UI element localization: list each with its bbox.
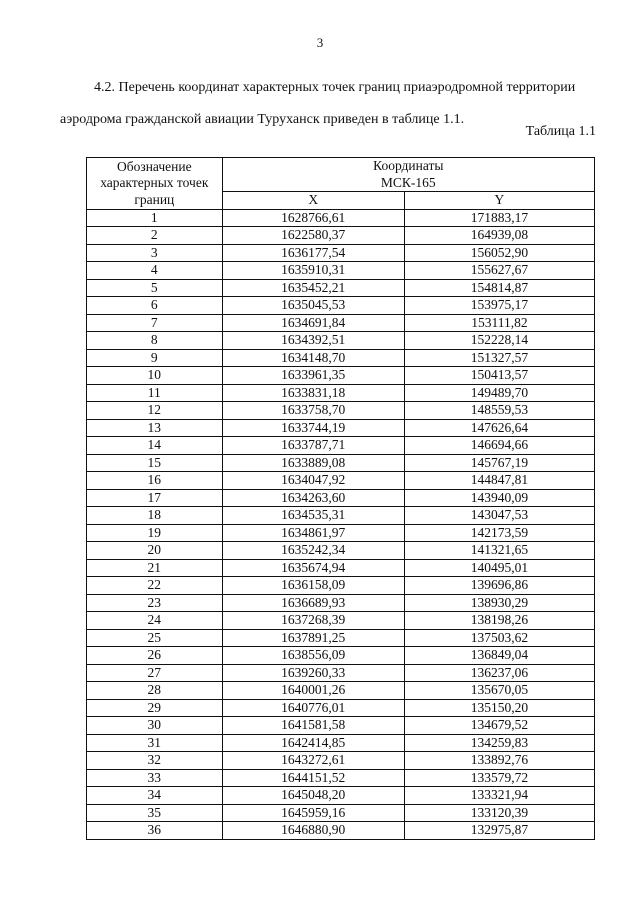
y-coordinate-cell: 143047,53 bbox=[404, 507, 594, 525]
header-x: X bbox=[222, 192, 404, 210]
table-row bbox=[87, 262, 595, 280]
intro-paragraph bbox=[60, 72, 598, 136]
table-row bbox=[87, 454, 595, 472]
point-number-cell: 27 bbox=[87, 664, 223, 682]
x-coordinate-cell: 1645959,16 bbox=[222, 804, 404, 822]
y-coordinate-cell: 154814,87 bbox=[404, 279, 594, 297]
intro-line-1: 4.2. Перечень координат характерных точек границ приаэродромной территории bbox=[94, 80, 576, 95]
x-coordinate-cell: 1635674,94 bbox=[222, 559, 404, 577]
x-coordinate-cell: 1643272,61 bbox=[222, 752, 404, 770]
point-number-cell: 16 bbox=[87, 472, 223, 490]
point-number-cell: 30 bbox=[87, 717, 223, 735]
y-coordinate-cell: 143940,09 bbox=[404, 489, 594, 507]
point-number-cell: 8 bbox=[87, 332, 223, 350]
y-coordinate-cell: 141321,65 bbox=[404, 542, 594, 560]
table-row bbox=[87, 279, 595, 297]
header-coordinates-title: Координаты bbox=[373, 158, 444, 173]
y-coordinate-cell: 171883,17 bbox=[404, 209, 594, 227]
y-coordinate-cell: 137503,62 bbox=[404, 629, 594, 647]
point-number-cell: 26 bbox=[87, 647, 223, 665]
y-coordinate-cell: 133892,76 bbox=[404, 752, 594, 770]
x-coordinate-cell: 1634691,84 bbox=[222, 314, 404, 332]
point-number-cell: 35 bbox=[87, 804, 223, 822]
table-row bbox=[87, 629, 595, 647]
table-row bbox=[87, 332, 595, 350]
table-row bbox=[87, 489, 595, 507]
table-row bbox=[87, 752, 595, 770]
point-number-cell: 36 bbox=[87, 822, 223, 840]
x-coordinate-cell: 1635452,21 bbox=[222, 279, 404, 297]
x-coordinate-cell: 1637891,25 bbox=[222, 629, 404, 647]
y-coordinate-cell: 145767,19 bbox=[404, 454, 594, 472]
y-coordinate-cell: 140495,01 bbox=[404, 559, 594, 577]
table-row bbox=[87, 787, 595, 805]
x-coordinate-cell: 1633889,08 bbox=[222, 454, 404, 472]
x-coordinate-cell: 1641581,58 bbox=[222, 717, 404, 735]
x-coordinate-cell: 1640776,01 bbox=[222, 699, 404, 717]
table-row bbox=[87, 349, 595, 367]
table-row bbox=[87, 822, 595, 840]
page-number: 3 bbox=[316, 35, 324, 50]
point-number-cell: 10 bbox=[87, 367, 223, 385]
y-coordinate-cell: 153111,82 bbox=[404, 314, 594, 332]
x-coordinate-cell: 1638556,09 bbox=[222, 647, 404, 665]
x-coordinate-cell: 1642414,85 bbox=[222, 734, 404, 752]
x-coordinate-cell: 1639260,33 bbox=[222, 664, 404, 682]
table-row bbox=[87, 682, 595, 700]
point-number-cell: 34 bbox=[87, 787, 223, 805]
x-coordinate-cell: 1645048,20 bbox=[222, 787, 404, 805]
point-number-cell: 19 bbox=[87, 524, 223, 542]
point-number-cell: 12 bbox=[87, 402, 223, 420]
point-number-cell: 33 bbox=[87, 769, 223, 787]
y-coordinate-cell: 133321,94 bbox=[404, 787, 594, 805]
header-coordinates bbox=[222, 158, 594, 192]
x-coordinate-cell: 1634263,60 bbox=[222, 489, 404, 507]
point-number-cell: 9 bbox=[87, 349, 223, 367]
point-number-cell: 29 bbox=[87, 699, 223, 717]
y-coordinate-cell: 139696,86 bbox=[404, 577, 594, 595]
y-coordinate-cell: 149489,70 bbox=[404, 384, 594, 402]
y-coordinate-cell: 134259,83 bbox=[404, 734, 594, 752]
x-coordinate-cell: 1634148,70 bbox=[222, 349, 404, 367]
x-coordinate-cell: 1633758,70 bbox=[222, 402, 404, 420]
point-number-cell: 20 bbox=[87, 542, 223, 560]
y-coordinate-cell: 133579,72 bbox=[404, 769, 594, 787]
point-number-cell: 14 bbox=[87, 437, 223, 455]
table-row bbox=[87, 699, 595, 717]
y-coordinate-cell: 152228,14 bbox=[404, 332, 594, 350]
y-coordinate-cell: 146694,66 bbox=[404, 437, 594, 455]
table-row bbox=[87, 244, 595, 262]
x-coordinate-cell: 1622580,37 bbox=[222, 227, 404, 245]
y-coordinate-cell: 156052,90 bbox=[404, 244, 594, 262]
x-coordinate-cell: 1633961,35 bbox=[222, 367, 404, 385]
y-coordinate-cell: 164939,08 bbox=[404, 227, 594, 245]
x-coordinate-cell: 1646880,90 bbox=[222, 822, 404, 840]
x-coordinate-cell: 1633787,71 bbox=[222, 437, 404, 455]
y-coordinate-cell: 133120,39 bbox=[404, 804, 594, 822]
point-number-cell: 21 bbox=[87, 559, 223, 577]
y-coordinate-cell: 135670,05 bbox=[404, 682, 594, 700]
table-row bbox=[87, 542, 595, 560]
header-point: Обозначение характерных точек границ bbox=[87, 158, 223, 210]
header-coordinates-system: МСК-165 bbox=[380, 174, 436, 190]
x-coordinate-cell: 1633831,18 bbox=[222, 384, 404, 402]
table-row bbox=[87, 717, 595, 735]
table-row bbox=[87, 594, 595, 612]
y-coordinate-cell: 135150,20 bbox=[404, 699, 594, 717]
table-row bbox=[87, 472, 595, 490]
point-number-cell: 18 bbox=[87, 507, 223, 525]
point-number-cell: 28 bbox=[87, 682, 223, 700]
point-number-cell: 17 bbox=[87, 489, 223, 507]
x-coordinate-cell: 1628766,61 bbox=[222, 209, 404, 227]
point-number-cell: 32 bbox=[87, 752, 223, 770]
x-coordinate-cell: 1644151,52 bbox=[222, 769, 404, 787]
point-number-cell: 11 bbox=[87, 384, 223, 402]
table-row bbox=[87, 419, 595, 437]
y-coordinate-cell: 142173,59 bbox=[404, 524, 594, 542]
x-coordinate-cell: 1636177,54 bbox=[222, 244, 404, 262]
table-row bbox=[87, 524, 595, 542]
point-number-cell: 2 bbox=[87, 227, 223, 245]
table-row bbox=[87, 577, 595, 595]
y-coordinate-cell: 155627,67 bbox=[404, 262, 594, 280]
y-coordinate-cell: 138198,26 bbox=[404, 612, 594, 630]
y-coordinate-cell: 148559,53 bbox=[404, 402, 594, 420]
table-row bbox=[87, 384, 595, 402]
x-coordinate-cell: 1640001,26 bbox=[222, 682, 404, 700]
x-coordinate-cell: 1636689,93 bbox=[222, 594, 404, 612]
table-caption: Таблица 1.1 bbox=[525, 124, 596, 139]
table-row bbox=[87, 507, 595, 525]
table-body bbox=[87, 209, 595, 839]
table-row bbox=[87, 664, 595, 682]
x-coordinate-cell: 1633744,19 bbox=[222, 419, 404, 437]
header-y: Y bbox=[404, 192, 594, 210]
x-coordinate-cell: 1634392,51 bbox=[222, 332, 404, 350]
table-row bbox=[87, 297, 595, 315]
table-row bbox=[87, 437, 595, 455]
table-row bbox=[87, 734, 595, 752]
y-coordinate-cell: 151327,57 bbox=[404, 349, 594, 367]
x-coordinate-cell: 1635910,31 bbox=[222, 262, 404, 280]
table-row bbox=[87, 804, 595, 822]
x-coordinate-cell: 1634047,92 bbox=[222, 472, 404, 490]
point-number-cell: 7 bbox=[87, 314, 223, 332]
x-coordinate-cell: 1634861,97 bbox=[222, 524, 404, 542]
point-number-cell: 3 bbox=[87, 244, 223, 262]
point-number-cell: 31 bbox=[87, 734, 223, 752]
point-number-cell: 4 bbox=[87, 262, 223, 280]
x-coordinate-cell: 1634535,31 bbox=[222, 507, 404, 525]
point-number-cell: 22 bbox=[87, 577, 223, 595]
y-coordinate-cell: 136849,04 bbox=[404, 647, 594, 665]
table-row bbox=[87, 559, 595, 577]
x-coordinate-cell: 1637268,39 bbox=[222, 612, 404, 630]
table-row bbox=[87, 647, 595, 665]
y-coordinate-cell: 134679,52 bbox=[404, 717, 594, 735]
table-row bbox=[87, 402, 595, 420]
coordinates-table bbox=[86, 157, 595, 840]
table-header-row bbox=[87, 158, 595, 192]
point-number-cell: 6 bbox=[87, 297, 223, 315]
point-number-cell: 13 bbox=[87, 419, 223, 437]
y-coordinate-cell: 138930,29 bbox=[404, 594, 594, 612]
table-row bbox=[87, 612, 595, 630]
table-row bbox=[87, 314, 595, 332]
x-coordinate-cell: 1635242,34 bbox=[222, 542, 404, 560]
point-number-cell: 15 bbox=[87, 454, 223, 472]
point-number-cell: 25 bbox=[87, 629, 223, 647]
point-number-cell: 5 bbox=[87, 279, 223, 297]
x-coordinate-cell: 1635045,53 bbox=[222, 297, 404, 315]
intro-line-2: аэродрома гражданской авиации Туруханск приведен в таблице 1.1. bbox=[60, 112, 465, 127]
table-row bbox=[87, 367, 595, 385]
y-coordinate-cell: 144847,81 bbox=[404, 472, 594, 490]
point-number-cell: 23 bbox=[87, 594, 223, 612]
y-coordinate-cell: 153975,17 bbox=[404, 297, 594, 315]
point-number-cell: 24 bbox=[87, 612, 223, 630]
table-row bbox=[87, 769, 595, 787]
x-coordinate-cell: 1636158,09 bbox=[222, 577, 404, 595]
table-row bbox=[87, 227, 595, 245]
point-number-cell: 1 bbox=[87, 209, 223, 227]
table-row bbox=[87, 209, 595, 227]
y-coordinate-cell: 132975,87 bbox=[404, 822, 594, 840]
y-coordinate-cell: 150413,57 bbox=[404, 367, 594, 385]
y-coordinate-cell: 147626,64 bbox=[404, 419, 594, 437]
y-coordinate-cell: 136237,06 bbox=[404, 664, 594, 682]
